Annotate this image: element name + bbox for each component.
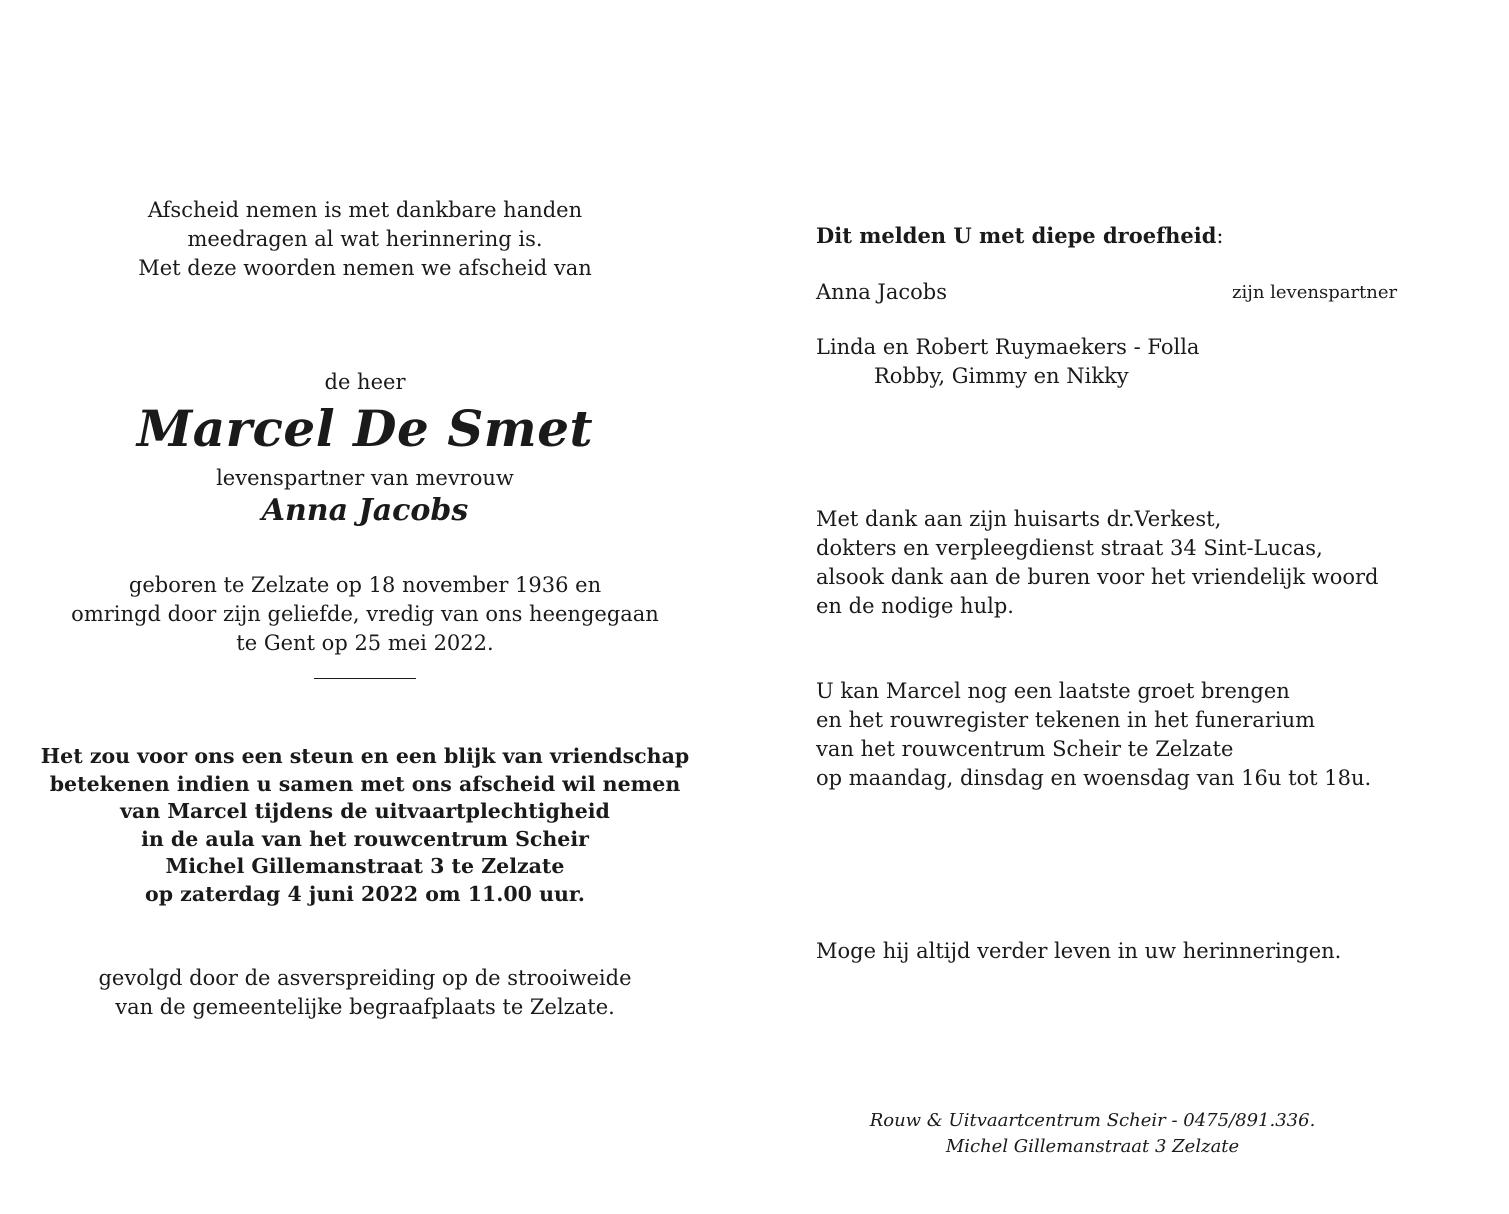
- ceremony-line: op zaterdag 4 juni 2022 om 11.00 uur.: [145, 881, 585, 906]
- intro-line: meedragen al wat herinnering is.: [187, 227, 543, 251]
- title-prefix: de heer: [324, 370, 406, 394]
- thanks-line: Met dank aan zijn huisarts dr.Verkest,: [816, 507, 1222, 531]
- birth-death-line: te Gent op 25 mei 2022.: [236, 631, 494, 655]
- after-line: gevolgd door de asverspreiding op de strooiweide: [98, 966, 632, 990]
- thanks-text: [816, 505, 1378, 621]
- birth-death-line: geboren te Zelzate op 18 november 1936 en: [128, 573, 602, 597]
- family-grandchildren: Robby, Gimmy en Nikky: [874, 364, 1129, 388]
- announcement-colon: :: [1216, 224, 1224, 248]
- visit-line: en het rouwregister tekenen in het funerarium: [816, 708, 1316, 732]
- birth-death-line: omringd door zijn geliefde, vredig van ons heengegaan: [71, 602, 659, 626]
- thanks-line: alsook dank aan de buren voor het vriendelijk woord: [816, 565, 1379, 589]
- funeral-home-footer: [850, 1108, 1335, 1160]
- intro-line: Afscheid nemen is met dankbare handen: [147, 198, 583, 222]
- ceremony-text: [0, 743, 730, 909]
- closing-text: Moge hij altijd verder leven in uw herinneringen.: [816, 939, 1342, 963]
- intro-line: Met deze woorden nemen we afscheid van: [138, 256, 592, 280]
- partner-intro: levenspartner van mevrouw: [216, 466, 514, 490]
- after-line: van de gemeentelijke begraafplaats te Zelzate.: [115, 995, 615, 1019]
- after-ceremony-text: [0, 964, 730, 1022]
- visit-line: op maandag, dinsdag en woensdag van 16u tot 18u.: [816, 766, 1372, 790]
- intro-verse: [0, 196, 730, 283]
- family-partner-name: Anna Jacobs: [816, 280, 947, 304]
- birth-death-text: [0, 571, 730, 658]
- ceremony-line: Het zou voor ons een steun en een blijk van vriendschap: [40, 744, 690, 768]
- deceased-name: Marcel De Smet: [136, 399, 594, 458]
- ceremony-line: in de aula van het rouwcentrum Scheir: [141, 826, 589, 851]
- thanks-line: dokters en verpleegdienst straat 34 Sint-Lucas,: [816, 536, 1323, 560]
- family-children: Linda en Robert Ruymaekers - Folla: [816, 335, 1200, 359]
- footer-line: Rouw & Uitvaartcentrum Scheir - 0475/891.336.: [869, 1110, 1316, 1131]
- ceremony-line: Michel Gillemanstraat 3 te Zelzate: [165, 854, 565, 879]
- visit-text: [816, 677, 1371, 793]
- footer-line: Michel Gillemanstraat 3 Zelzate: [945, 1136, 1240, 1157]
- ceremony-line: van Marcel tijdens de uitvaartplechtigheid: [120, 799, 610, 824]
- visit-line: U kan Marcel nog een laatste groet brengen: [816, 679, 1290, 703]
- announcement: [816, 221, 1224, 251]
- visit-line: van het rouwcentrum Scheir te Zelzate: [816, 737, 1234, 761]
- thanks-line: en de nodige hulp.: [816, 594, 1014, 618]
- partner-name: Anna Jacobs: [261, 493, 469, 528]
- family-partner-role: zijn levenspartner: [1232, 282, 1398, 303]
- announcement-bold: Dit melden U met diepe droefheid: [816, 223, 1217, 248]
- ceremony-line: betekenen indien u samen met ons afscheid wil nemen: [49, 771, 681, 796]
- divider-line: [314, 678, 416, 679]
